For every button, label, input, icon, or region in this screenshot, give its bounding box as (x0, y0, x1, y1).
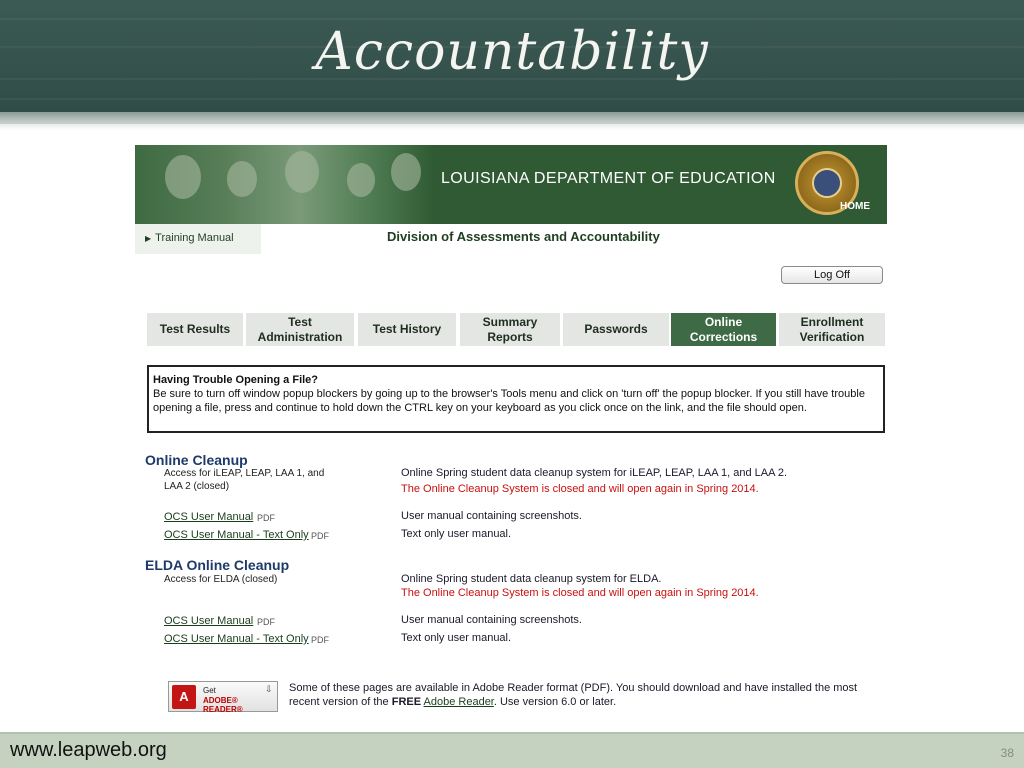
adobe-text-before: Some of these pages are available in Adobe Reader format (PDF). You should download and have installed the most recent version of the (289, 682, 858, 708)
banner-photo (135, 145, 435, 224)
adobe-reader-label: ADOBE® READER® (203, 696, 243, 714)
page-number: 38 (1000, 746, 1014, 760)
training-manual-label: Training Manual (155, 232, 234, 244)
download-arrow-icon: ⇩ (265, 684, 273, 694)
training-manual-link[interactable] (135, 224, 261, 254)
ocs-text-manual-link[interactable]: OCS User Manual - Text Only (164, 529, 309, 541)
adobe-free: FREE (391, 696, 422, 708)
adobe-text-after: . Use version 6.0 or later. (493, 696, 617, 708)
notice-title: Having Trouble Opening a File? (153, 374, 319, 386)
tab-test-history[interactable]: Test History (358, 313, 456, 346)
footer-url: www.leapweb.org (10, 739, 167, 761)
get-adobe-reader-button[interactable] (168, 681, 278, 712)
online-cleanup-title: Online Cleanup (145, 452, 248, 468)
elda-manual-link[interactable]: OCS User Manual (164, 615, 254, 627)
website-screenshot (135, 145, 887, 720)
ocs-manual-desc: User manual containing screenshots. (401, 510, 582, 522)
tab-test-results[interactable]: Test Results (147, 313, 243, 346)
elda-cleanup-title: ELDA Online Cleanup (145, 557, 290, 573)
ocs-manual-link[interactable]: OCS User Manual (164, 511, 254, 523)
ocs-text-manual-desc: Text only user manual. (401, 528, 512, 540)
elda-cleanup-closed: The Online Cleanup System is closed and will open again in Spring 2014. (401, 587, 759, 599)
elda-cleanup-desc: Online Spring student data cleanup system for ELDA. (401, 573, 662, 585)
main-nav (147, 313, 885, 346)
online-cleanup-access[interactable]: Access for iLEAP, LEAP, LAA 1, and LAA 2 (closed) (164, 468, 325, 492)
pdf-tag: PDF (257, 617, 275, 627)
elda-text-manual-desc: Text only user manual. (401, 632, 512, 644)
tab-online-corrections[interactable]: Online Corrections (671, 313, 776, 346)
home-link[interactable]: HOME (840, 201, 870, 212)
tab-passwords[interactable]: Passwords (563, 313, 669, 346)
pdf-tag: PDF (257, 513, 275, 523)
online-cleanup-desc: Online Spring student data cleanup system for iLEAP, LEAP, LAA 1, and LAA 2. (401, 467, 788, 479)
log-off-button[interactable]: Log Off (781, 266, 883, 284)
popup-notice (147, 365, 885, 433)
pdf-tag: PDF (311, 635, 329, 645)
elda-cleanup-access[interactable]: Access for ELDA (closed) (164, 574, 278, 585)
elda-manual-desc: User manual containing screenshots. (401, 614, 582, 626)
tab-test-administration[interactable]: Test Administration (246, 313, 354, 346)
tab-enrollment-verification[interactable]: Enrollment Verification (779, 313, 885, 346)
elda-text-manual-link[interactable]: OCS User Manual - Text Only (164, 633, 309, 645)
adobe-note (289, 681, 885, 709)
department-name: LOUISIANA DEPARTMENT OF EDUCATION (441, 170, 776, 187)
site-banner (135, 145, 887, 224)
adobe-reader-link[interactable]: Adobe Reader (423, 696, 494, 708)
tab-summary-reports[interactable]: Summary Reports (460, 313, 560, 346)
pdf-tag: PDF (311, 531, 329, 541)
adobe-get-label: Get (203, 686, 216, 695)
slide-title: Accountability (315, 22, 709, 82)
adobe-pdf-icon: A (172, 685, 196, 709)
notice-body: Be sure to turn off window popup blockers by going up to the browser's Tools menu and click on 'turn off' the popup blocker. If you still have trouble opening a file, press and continue to hold down the CTRL key on your keyboard as you click once on the link, and the file should open. (153, 388, 865, 414)
online-cleanup-closed: The Online Cleanup System is closed and will open again in Spring 2014. (401, 483, 759, 495)
division-title: Division of Assessments and Accountability (387, 229, 660, 244)
slide-footer (0, 732, 1024, 768)
chalk-edge (0, 112, 1024, 130)
triangle-right-icon: ▶ (145, 234, 152, 243)
